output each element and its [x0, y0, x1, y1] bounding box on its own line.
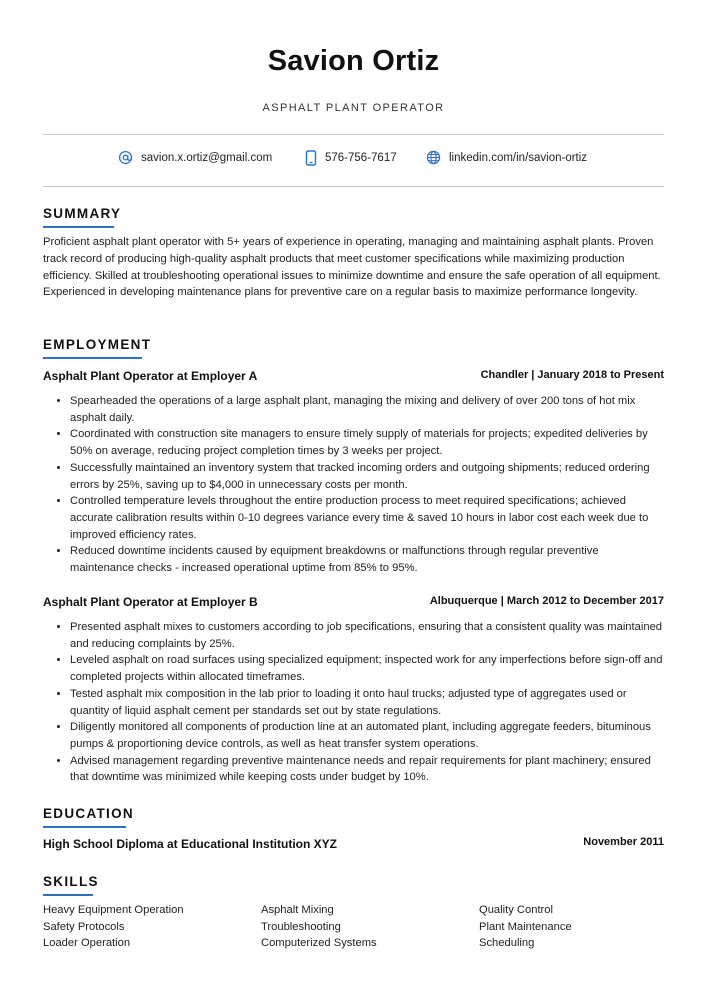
job-location-dates: Albuquerque | March 2012 to December 2017 — [429, 595, 664, 607]
job-bullets — [43, 393, 664, 577]
contact-bar — [43, 150, 664, 170]
list-item: • Spearheaded the operations of a large asphalt plant, managing the mixing and delivery of over 200 tons of hot mix asphalt daily. — [70, 393, 664, 426]
skill-item: Asphalt Mixing — [261, 904, 334, 916]
list-item: • Successfully maintained an inventory system that tracked incoming orders and outgoing shipments; reduced ordering errors by 25%, saving up to $4,000 in unnecessary costs per month. — [70, 460, 664, 493]
skills-column — [479, 902, 572, 952]
skills-column — [43, 902, 184, 952]
employment-underline — [43, 357, 142, 359]
job-header — [43, 595, 664, 611]
list-item: • Controlled temperature levels throughout the entire production process to meet required specifications; achieved accurate calibration results within 0-10 degrees variance every time & saved 10 hours in labor cost each week due to improved efficiency rates. — [70, 493, 664, 543]
list-item: • Leveled asphalt on road surfaces using specialized equipment; inspected work for any imperfections before sign-off and completed projects within allocated timeframes. — [70, 652, 664, 685]
list-item: • Coordinated with construction site managers to ensure timely supply of materials for projects; expedited deliveries by 50% on average, reducing project completion times by 3 weeks per project. — [70, 426, 664, 459]
contact-phone[interactable] — [305, 150, 397, 166]
skills-heading: SKILLS — [43, 874, 99, 889]
globe-icon — [426, 150, 441, 165]
list-item: • Advised management regarding preventive maintenance needs and repair requirements for plant machinery; ensured that downtime was minimized while keeping costs under budget by 10%. — [70, 753, 664, 786]
list-item: • Diligently monitored all components of production line at an automated plant, including aggregate feeders, bituminous pumps & proportioning device controls, as well as heat transfer system operations. — [70, 719, 664, 752]
skill-item: Safety Protocols — [43, 920, 125, 933]
job-header — [43, 369, 664, 385]
skills-underline — [43, 894, 93, 896]
summary-underline — [43, 226, 114, 228]
job-title: Asphalt Plant Operator at Employer B — [43, 595, 258, 609]
list-item: • Reduced downtime incidents caused by equipment breakdowns or malfunctions through regular preventive maintenance checks - increased operational uptime from 85% to 95%. — [70, 543, 664, 576]
education-underline — [43, 826, 126, 828]
at-icon — [118, 150, 133, 165]
phone-icon — [305, 150, 317, 166]
education-title: High School Diploma at Educational Institution XYZ — [43, 837, 338, 851]
contact-email[interactable] — [118, 150, 272, 165]
employment-heading: EMPLOYMENT — [43, 337, 152, 352]
list-item: • Tested asphalt mix composition in the lab prior to loading it onto haul trucks; adjusted type of aggregates used or quantity of liquid asphalt cement per standards set out by state regulations. — [70, 686, 664, 719]
list-item: • Presented asphalt mixes to customers according to job specifications, ensuring that a consistent quality was maintained and reducing complaints by 25%. — [70, 619, 664, 652]
skill-item: Scheduling — [479, 937, 535, 950]
skill-item: Quality Control — [479, 904, 553, 916]
summary-text: Proficient asphalt plant operator with 5+ years of experience in operating, managing and maintaining asphalt plants. Proven track record of producing high-quality asphalt products that meet customer specifications while maximizing production efficiency. Skilled at troubleshooting operational issues to minimize downtime and ensure the safe operation of all equipment. Experienced in developing maintenance plans for preventive care on a regular basis to maximize performance longevity. — [43, 236, 661, 299]
contact-linkedin[interactable] — [426, 150, 587, 165]
email-text: savion.x.ortiz@gmail.com — [141, 151, 273, 164]
skill-item: Heavy Equipment Operation — [43, 904, 184, 916]
skill-item: Computerized Systems — [261, 937, 377, 950]
divider-contact — [43, 186, 664, 187]
linkedin-text: linkedin.com/in/savion-ortiz — [449, 151, 588, 164]
skill-item: Plant Maintenance — [479, 920, 572, 933]
skills-column — [261, 902, 377, 952]
job-title: Asphalt Plant Operator at Employer A — [43, 369, 258, 383]
education-heading: EDUCATION — [43, 806, 134, 821]
summary-heading: SUMMARY — [43, 206, 122, 221]
skill-item: Loader Operation — [43, 937, 131, 950]
education-date: November 2011 — [583, 836, 664, 848]
skill-item: Troubleshooting — [261, 920, 341, 933]
job-bullets — [43, 619, 664, 786]
job-title-heading: ASPHALT PLANT OPERATOR — [262, 102, 445, 114]
divider-top — [43, 134, 664, 135]
candidate-name: Savion Ortiz — [267, 45, 440, 77]
phone-text: 576-756-7617 — [325, 152, 397, 164]
job-location-dates: Chandler | January 2018 to Present — [480, 369, 664, 381]
